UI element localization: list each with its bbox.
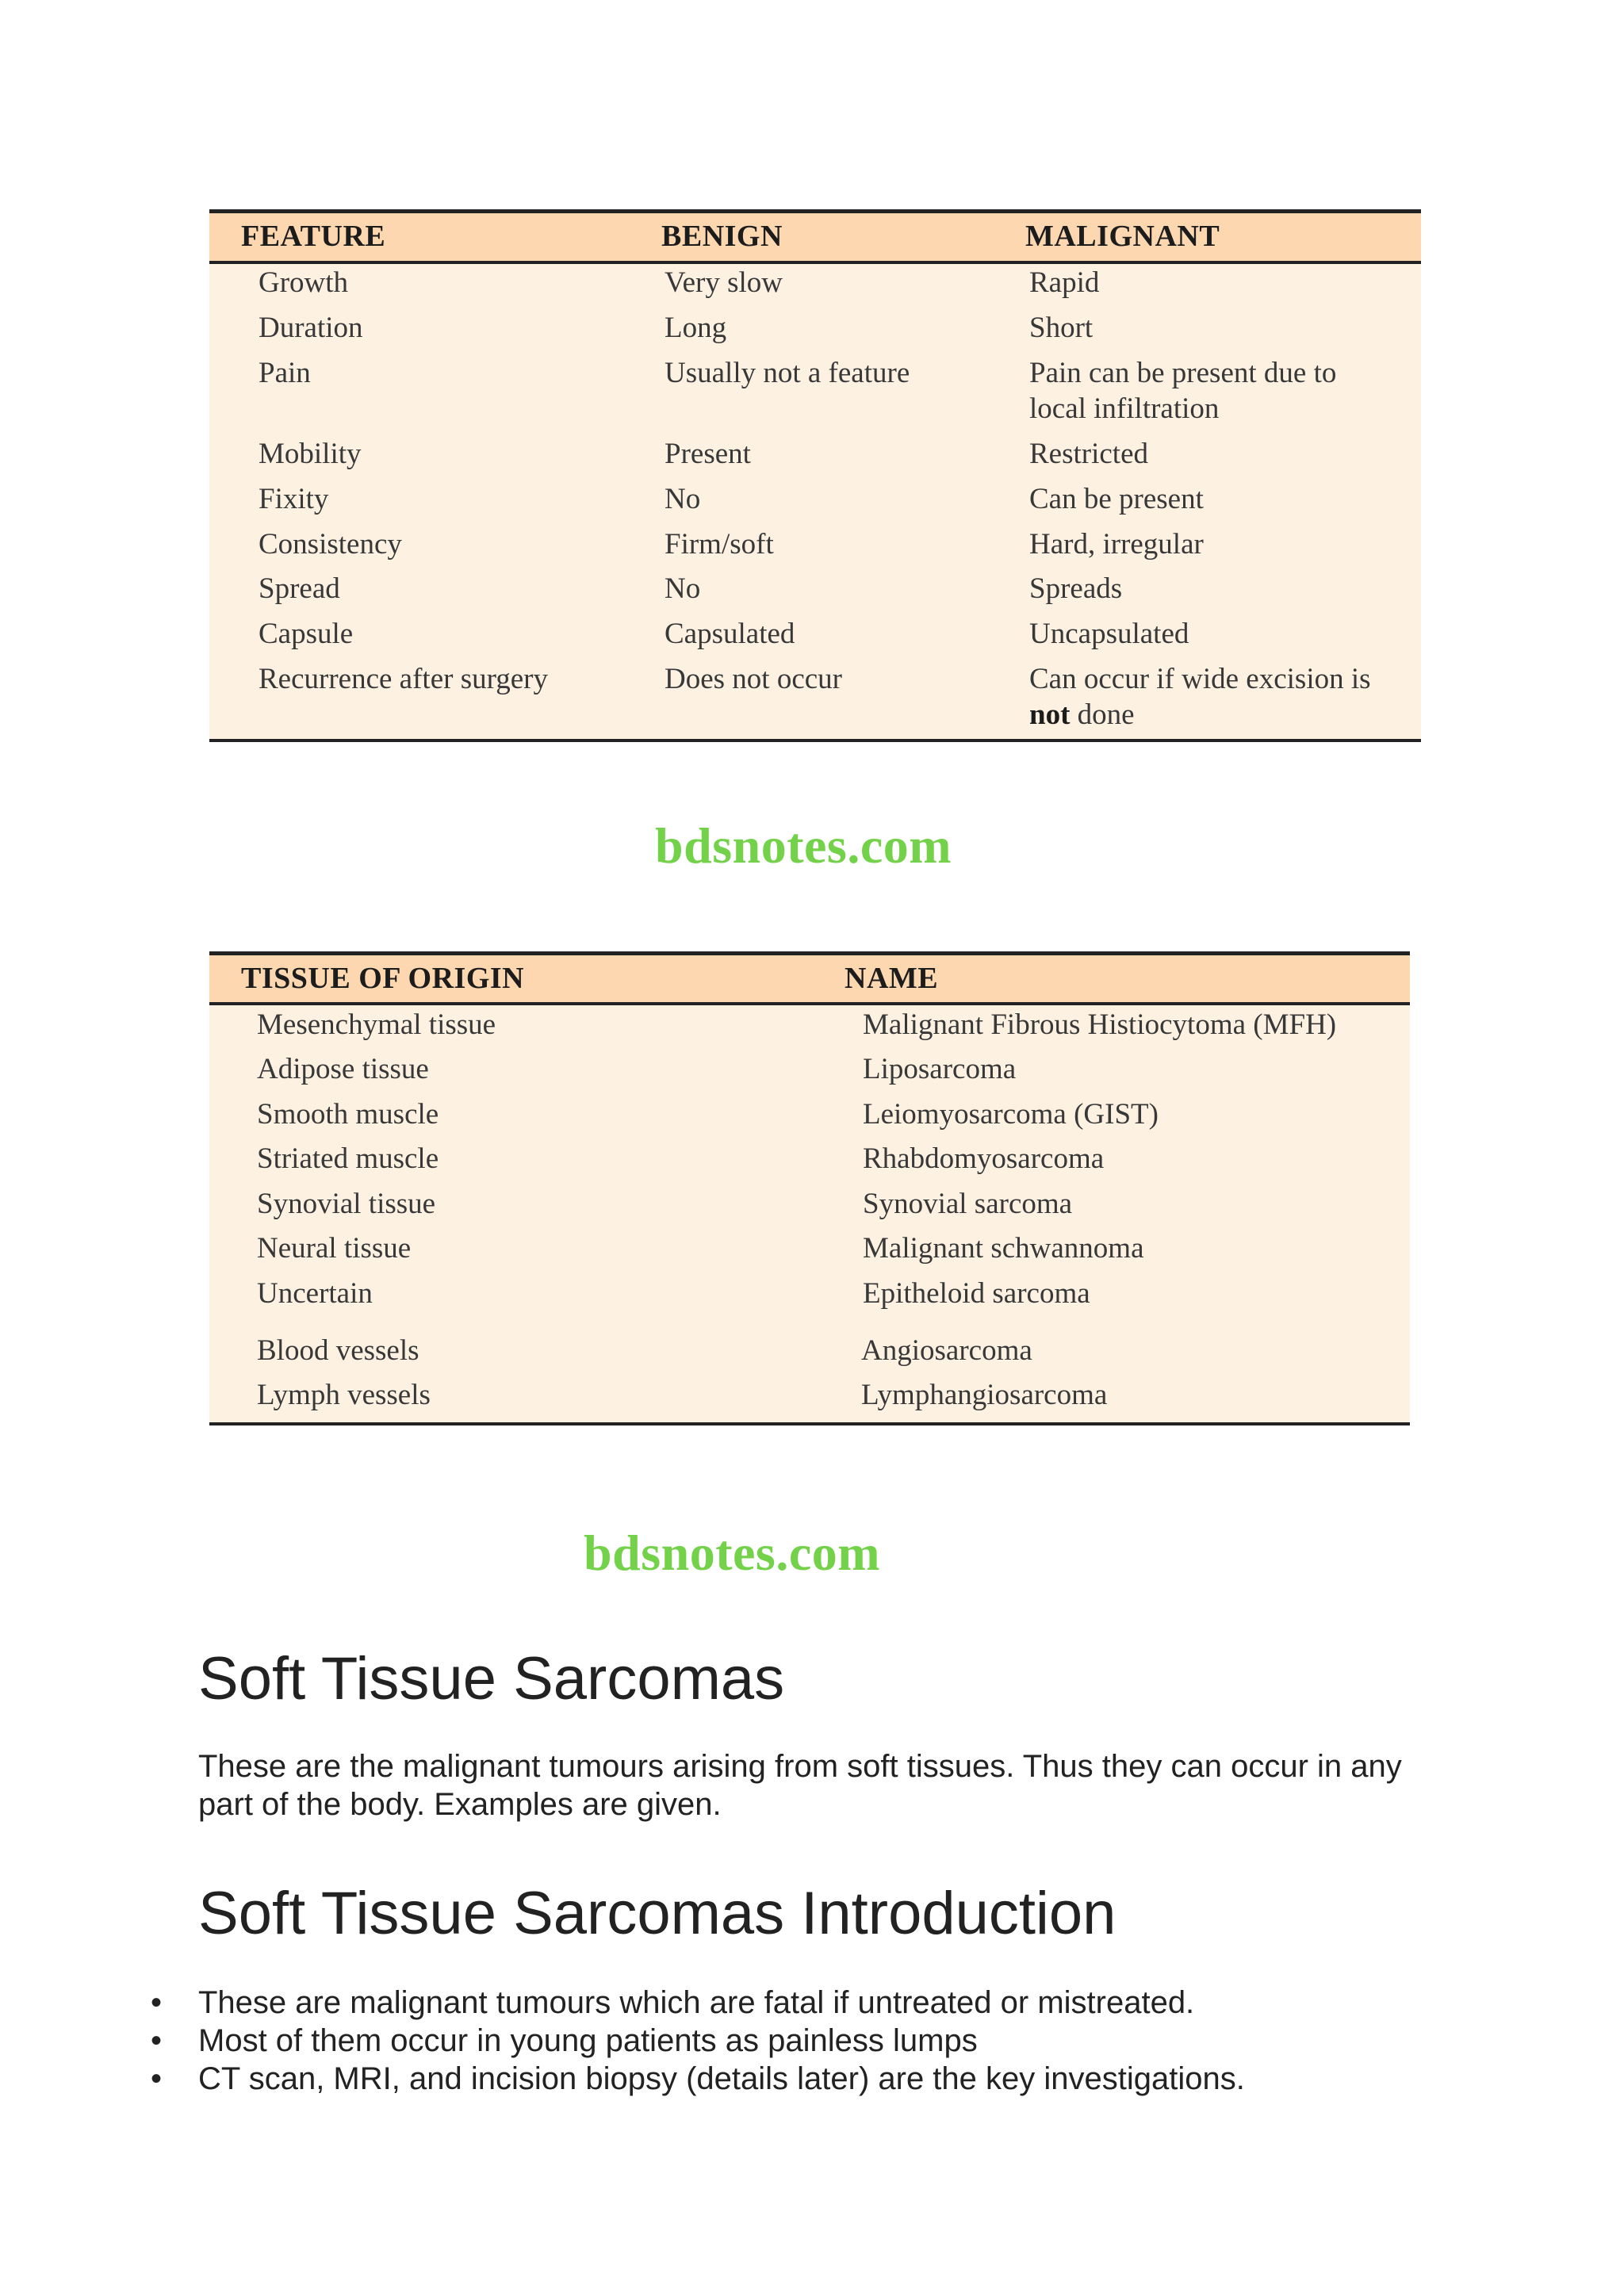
table2-origin-synovial: Synovial tissue [257, 1188, 436, 1220]
table1-feature-capsule: Capsule [259, 618, 354, 650]
table1-feature-consistency: Consistency [259, 528, 402, 561]
table2-name-liposarcoma: Liposarcoma [863, 1053, 1017, 1085]
table1-malignant-pain: Pain can be present due to [1029, 357, 1337, 389]
table1-feature-pain: Pain [259, 357, 311, 389]
table1-benign-pain: Usually not a feature [665, 357, 910, 389]
table2-header-origin: TISSUE OF ORIGIN [241, 962, 525, 995]
table1-feature-recurrence: Recurrence after surgery [259, 663, 548, 695]
list-item [151, 1984, 1245, 2022]
watermark-bdsnotes-2: bdsnotes.com [584, 1525, 881, 1581]
bullet-text: Most of them occur in young patients as painless lumps [198, 2023, 978, 2058]
table1-malignant-recurrence-not: not [1029, 698, 1071, 731]
table2-origin-mesenchymal: Mesenchymal tissue [257, 1008, 496, 1041]
bullet-text: These are malignant tumours which are fatal if untreated or mistreated. [198, 1985, 1195, 2020]
table1-benign-consistency: Firm/soft [665, 528, 774, 561]
table1-benign-fixity: No [665, 483, 701, 515]
table1-malignant-recurrence-line2 [1029, 697, 1135, 733]
table2-name-epitheloid: Epitheloid sarcoma [863, 1277, 1090, 1310]
table2-name-angiosarcoma: Angiosarcoma [861, 1334, 1032, 1367]
table2-origin-adipose: Adipose tissue [257, 1053, 429, 1085]
benign-vs-malignant-table [209, 209, 1421, 742]
table2-name-schwannoma: Malignant schwannoma [863, 1232, 1144, 1265]
table1-benign-growth: Very slow [665, 266, 783, 299]
table1-malignant-duration: Short [1029, 312, 1094, 344]
watermark-bdsnotes-1: bdsnotes.com [655, 817, 952, 874]
table1-feature-duration: Duration [259, 312, 363, 344]
table2-origin-lymph-vessels: Lymph vessels [257, 1379, 431, 1411]
table2-name-synovial-sarcoma: Synovial sarcoma [863, 1188, 1073, 1220]
table1-benign-mobility: Present [665, 438, 751, 470]
table2-name-rhabdomyosarcoma: Rhabdomyosarcoma [863, 1142, 1105, 1175]
table2-origin-smooth-muscle: Smooth muscle [257, 1098, 439, 1131]
list-item [151, 2022, 1245, 2060]
table2-origin-blood-vessels: Blood vessels [257, 1334, 419, 1367]
table1-malignant-mobility: Restricted [1029, 438, 1149, 470]
table1-benign-recurrence: Does not occur [665, 663, 842, 695]
table1-benign-capsule: Capsulated [665, 618, 795, 650]
table1-feature-growth: Growth [259, 266, 349, 299]
bullet-dot-icon: • [151, 1985, 163, 2020]
table1-header-feature: FEATURE [241, 220, 386, 253]
table1-malignant-consistency: Hard, irregular [1029, 528, 1204, 561]
table1-benign-duration: Long [665, 312, 727, 344]
table1-feature-fixity: Fixity [259, 483, 329, 515]
table1-malignant-recurrence-done: done [1070, 698, 1135, 731]
introduction-bullet-list [151, 1984, 1245, 2098]
heading-soft-tissue-sarcomas: Soft Tissue Sarcomas [198, 1645, 785, 1712]
intro-paragraph: These are the malignant tumours arising from soft tissues. Thus they can occur in any part of the body. Examples are given. [198, 1749, 1402, 1822]
bullet-dot-icon: • [151, 2023, 163, 2058]
table2-origin-neural: Neural tissue [257, 1232, 412, 1265]
table1-malignant-capsule: Uncapsulated [1029, 618, 1189, 650]
table2-name-lymphangiosarcoma: Lymphangiosarcoma [861, 1379, 1108, 1411]
list-item [151, 2060, 1245, 2098]
tissue-origin-table [209, 951, 1410, 1425]
table1-feature-spread: Spread [259, 572, 340, 605]
table2-name-leiomyosarcoma: Leiomyosarcoma (GIST) [863, 1098, 1159, 1131]
table2-name-mfh: Malignant Fibrous Histiocytoma (MFH) [863, 1008, 1337, 1041]
table1-malignant-growth: Rapid [1029, 266, 1100, 299]
table2-origin-uncertain: Uncertain [257, 1277, 373, 1310]
bullet-text: CT scan, MRI, and incision biopsy (details later) are the key investigations. [198, 2061, 1245, 2096]
table1-header-benign: BENIGN [661, 220, 783, 253]
table2-origin-striated-muscle: Striated muscle [257, 1142, 439, 1175]
table2-header-name: NAME [845, 962, 939, 995]
table1-header-malignant: MALIGNANT [1025, 220, 1220, 253]
table1-malignant-recurrence: Can occur if wide excision is [1029, 663, 1371, 695]
table1-benign-spread: No [665, 572, 701, 605]
table1-malignant-pain-line2: local infiltration [1029, 392, 1220, 425]
table1-malignant-fixity: Can be present [1029, 483, 1204, 515]
heading-introduction: Soft Tissue Sarcomas Introduction [198, 1880, 1116, 1947]
bullet-dot-icon: • [151, 2061, 163, 2096]
table1-malignant-spread: Spreads [1029, 572, 1123, 605]
table1-feature-mobility: Mobility [259, 438, 362, 470]
